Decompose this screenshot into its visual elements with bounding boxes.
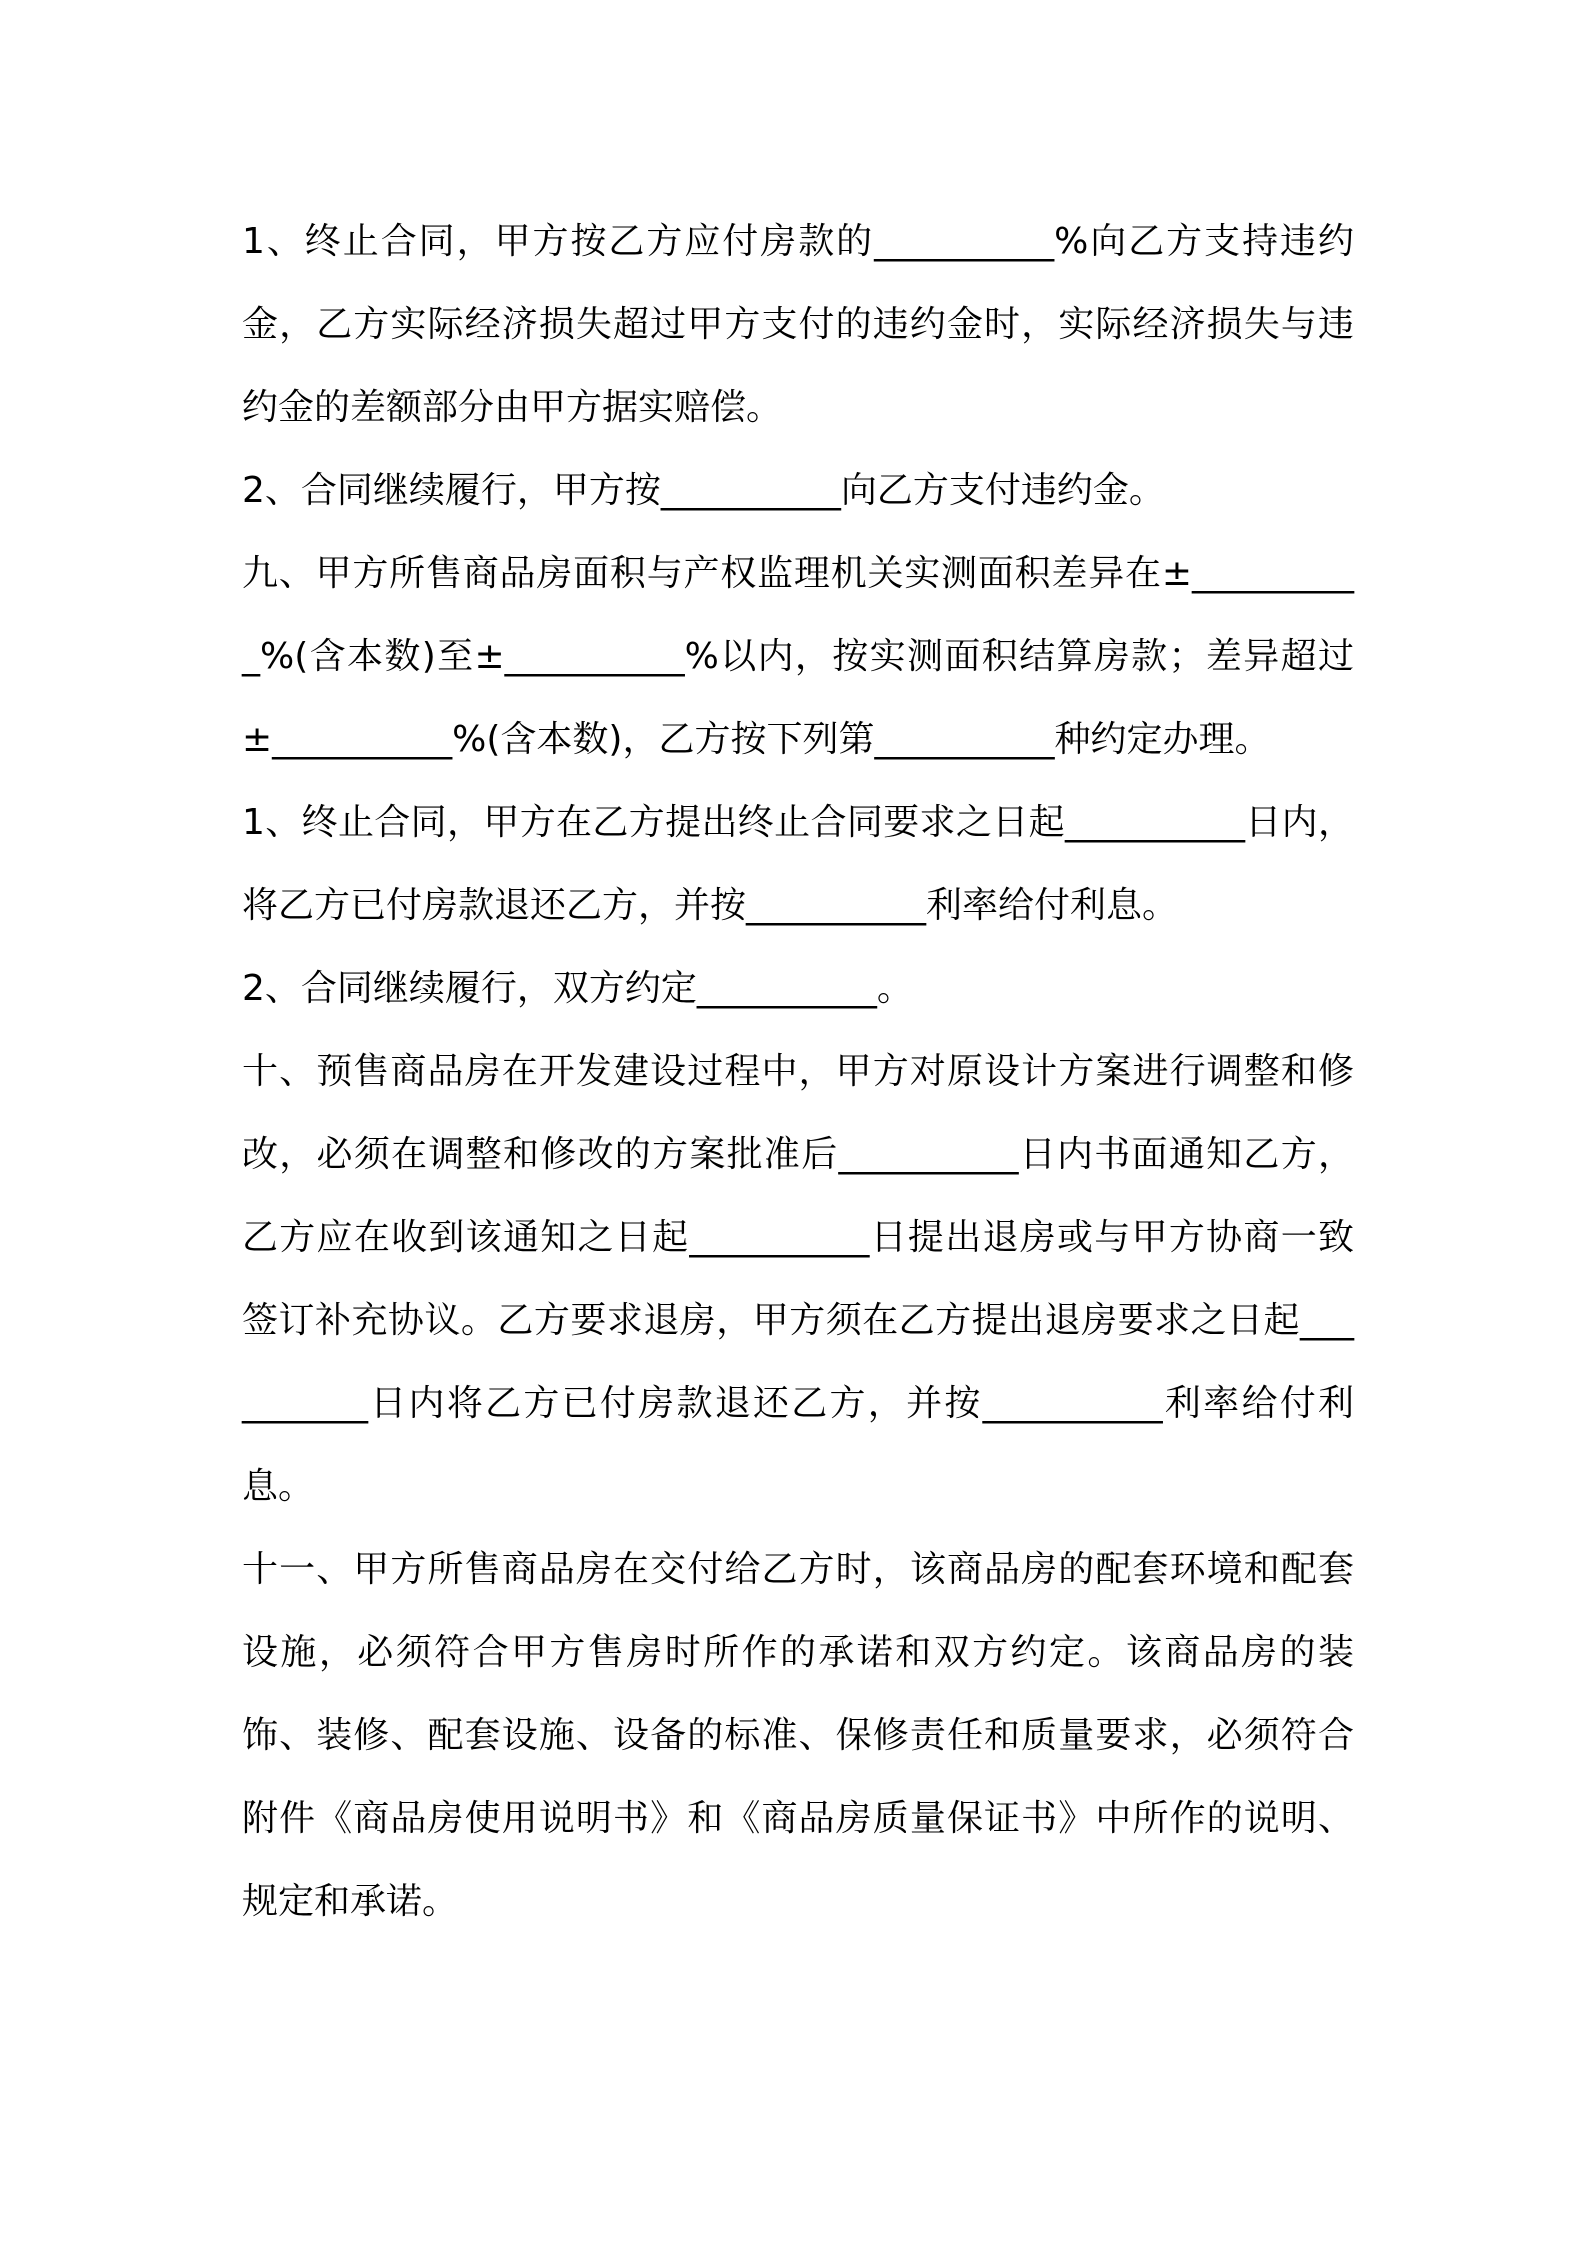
clause-10-design-change: 十、预售商品房在开发建设过程中，甲方对原设计方案进行调整和修改，必须在调整和修改的方案批准后__________日内书面通知乙方，乙方应在收到该通知之日起__________日提出退房或与甲方协商一致签订补充协议。乙方要求退房，甲方须在乙方提出退房要求之日起__________日内将乙方已付房款退还乙方，并按__________利率给付利息。 xyxy=(242,1051,1354,1507)
clause-9-area-difference: 九、甲方所售商品房面积与产权监理机关实测面积差异在±__________%(含本数)至±__________%以内，按实测面积结算房款；差异超过±__________%(含本数)，乙方按下列第__________种约定办理。 xyxy=(242,553,1354,760)
clause-11-facilities: 十一、甲方所售商品房在交付给乙方时，该商品房的配套环境和配套设施，必须符合甲方售房时所作的承诺和双方约定。该商品房的装饰、装修、配套设施、设备的标准、保修责任和质量要求，必须符合附件《商品房使用说明书》和《商品房质量保证书》中所作的说明、规定和承诺。 xyxy=(242,1549,1354,1922)
clause-1-terminate-contract: 1、终止合同，甲方按乙方应付房款的__________%向乙方支持违约金，乙方实际经济损失超过甲方支付的违约金时，实际经济损失与违约金的差额部分由甲方据实赔偿。 xyxy=(242,221,1354,428)
clause-2-continue-contract: 2、合同继续履行，甲方按__________向乙方支付违约金。 xyxy=(242,470,1165,511)
document-body xyxy=(242,200,1354,1943)
clause-9-option-1: 1、终止合同，甲方在乙方提出终止合同要求之日起__________日内，将乙方已付房款退还乙方，并按__________利率给付利息。 xyxy=(242,802,1354,926)
clause-9-option-2: 2、合同继续履行，双方约定__________。 xyxy=(242,968,913,1009)
